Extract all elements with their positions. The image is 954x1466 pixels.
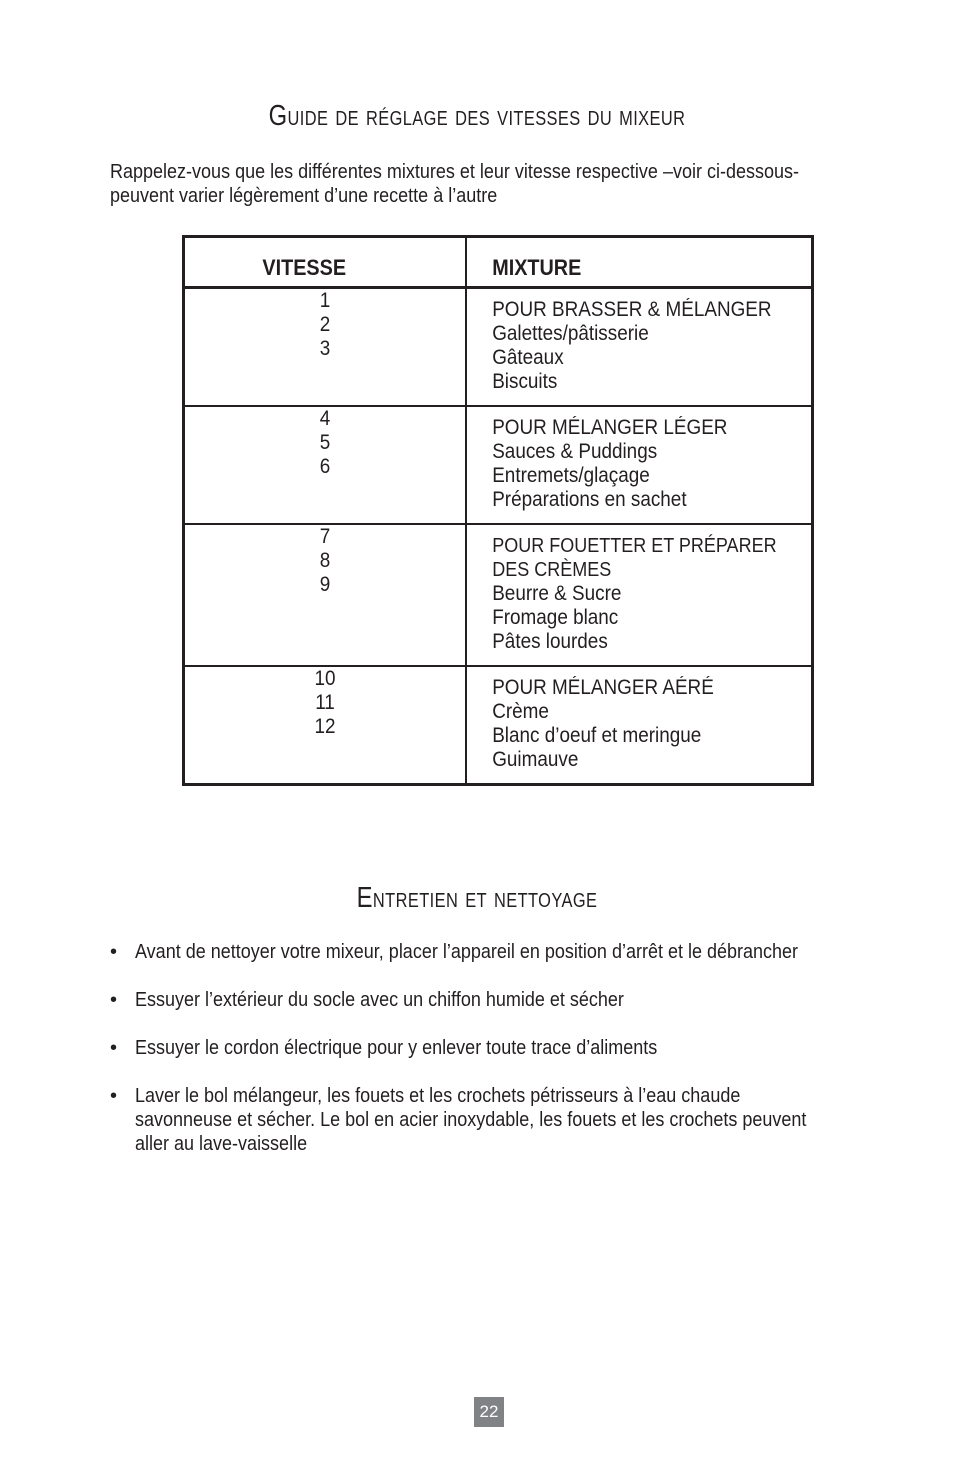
speed-value: 6 — [319, 455, 331, 478]
mixture-category: POUR BRASSER & MÉLANGER — [492, 298, 772, 321]
speed-value: 9 — [319, 573, 331, 596]
page-number: 22 — [474, 1397, 504, 1427]
mixture-item: Pâtes lourdes — [492, 630, 608, 653]
speed-value: 7 — [319, 525, 331, 548]
intro-line-1: Rappelez-vous que les différentes mixtures et leur vitesse respective –voir ci-dessous- — [110, 161, 799, 183]
mixture-category: POUR MÉLANGER AÉRÉ — [492, 676, 714, 699]
speed-value: 1 — [319, 289, 331, 312]
mixture-category: POUR FOUETTER ET PRÉPARER — [492, 535, 777, 557]
list-item-line: Laver le bol mélangeur, les fouets et les crochets pétrisseurs à l’eau chaude — [135, 1085, 741, 1107]
table-row — [184, 666, 813, 785]
speed-cell — [184, 524, 467, 666]
mixture-item: Entremets/glaçage — [492, 464, 650, 487]
speed-value: 8 — [319, 549, 331, 572]
speed-value: 10 — [314, 667, 336, 690]
table-row — [184, 288, 813, 407]
speed-cell — [184, 406, 467, 524]
care-cleaning-title: Entretien et nettoyage — [356, 882, 598, 914]
intro-paragraph — [110, 160, 893, 208]
speed-value: 5 — [319, 431, 331, 454]
care-list — [110, 940, 890, 1180]
speed-cell — [184, 288, 467, 407]
mixture-cell — [466, 524, 812, 666]
header-mixture: MIXTURE — [466, 237, 812, 288]
speed-table — [182, 235, 814, 786]
speed-value: 12 — [314, 715, 336, 738]
mixture-item: Galettes/pâtisserie — [492, 322, 649, 345]
mixture-cell — [466, 406, 812, 524]
mixture-item: Sauces & Puddings — [492, 440, 658, 463]
speed-guide-title: Guide de réglage des vitesses du mixeur — [268, 100, 686, 132]
mixture-item: Fromage blanc — [492, 606, 619, 629]
list-item: • Essuyer le cordon électrique pour y enlever toute trace d’aliments — [110, 1037, 658, 1059]
speed-value: 3 — [319, 337, 331, 360]
table-header-row — [184, 237, 813, 288]
table-row — [184, 406, 813, 524]
mixture-item: Biscuits — [492, 370, 558, 393]
mixture-cell — [466, 666, 812, 785]
speed-value: 2 — [319, 313, 331, 336]
bullet-icon: • — [110, 1085, 118, 1107]
bullet-icon: • — [110, 989, 118, 1011]
mixture-category: POUR MÉLANGER LÉGER — [492, 416, 728, 439]
mixture-item: Beurre & Sucre — [492, 582, 622, 605]
mixture-item: Guimauve — [492, 748, 579, 771]
bullet-icon: • — [110, 1037, 118, 1059]
bullet-icon: • — [110, 941, 118, 963]
list-item — [110, 1084, 890, 1156]
intro-line-2: peuvent varier légèrement d’une recette à l’autre — [110, 185, 498, 207]
list-item-line: savonneuse et sécher. Le bol en acier inoxydable, les fouets et les crochets peuvent — [135, 1109, 807, 1131]
table-row — [184, 524, 813, 666]
mixture-item: Préparations en sachet — [492, 488, 687, 511]
mixture-cell — [466, 288, 812, 407]
speed-value: 11 — [315, 691, 335, 714]
mixture-item: Crème — [492, 700, 549, 723]
list-item-line: aller au lave-vaisselle — [135, 1133, 308, 1155]
speed-value: 4 — [319, 407, 331, 430]
header-speed: VITESSE — [184, 237, 467, 288]
mixture-item: Blanc d’oeuf et meringue — [492, 724, 702, 747]
mixture-category: DES CRÈMES — [492, 559, 612, 581]
list-item: • Essuyer l’extérieur du socle avec un chiffon humide et sécher — [110, 989, 624, 1011]
speed-cell — [184, 666, 467, 785]
mixture-item: Gâteaux — [492, 346, 564, 369]
list-item: • Avant de nettoyer votre mixeur, placer l’appareil en position d’arrêt et le débrancher — [110, 941, 799, 963]
